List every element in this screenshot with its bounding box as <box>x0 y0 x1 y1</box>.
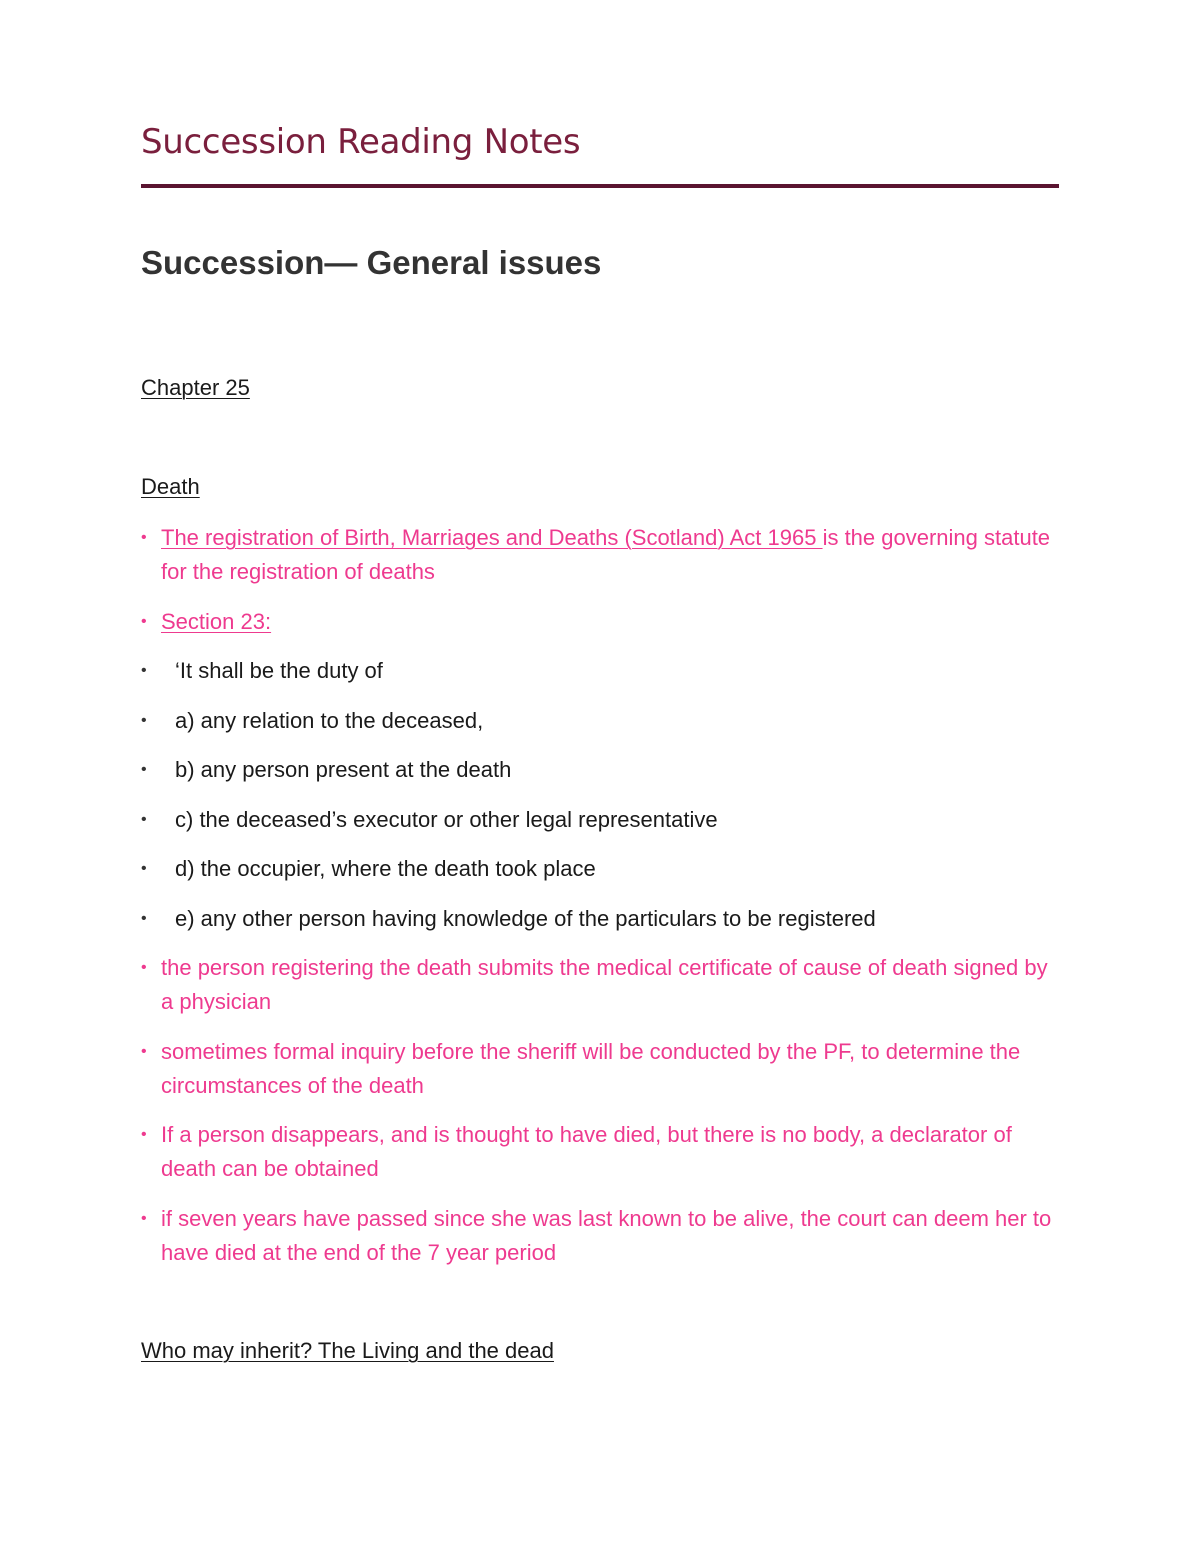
item-a-text: a) any relation to the deceased, <box>175 707 484 733</box>
seven-years-text: if seven years have passed since she was last known to be alive, the court can deem her to have died at the end of the 7 year period <box>161 1205 1052 1265</box>
bullet-icon: • <box>141 662 147 679</box>
bullet-icon: • <box>141 810 147 828</box>
act-1965-link[interactable]: The registration of Birth, Marriages and Deaths (Scotland) Act 1965 <box>161 525 823 550</box>
document-title: Succession Reading Notes <box>141 122 581 162</box>
note-act-1965 <box>141 521 1059 589</box>
note-item-c <box>141 803 1059 837</box>
bullet-icon: • <box>141 612 147 630</box>
duty-text: ‘It shall be the duty of <box>175 658 383 683</box>
chapter-heading: Chapter 25 <box>141 375 250 400</box>
bullet-icon: • <box>141 909 147 927</box>
note-formal-inquiry <box>141 1035 1059 1103</box>
who-may-inherit-heading: Who may inherit? The Living and the dead <box>141 1338 554 1363</box>
note-item-a <box>141 704 1059 738</box>
act-1965-text: is the governing statute for the registration of deaths <box>161 525 1051 584</box>
bullet-icon: • <box>141 1209 147 1227</box>
note-seven-years <box>141 1202 1059 1270</box>
bullet-icon: • <box>141 959 147 976</box>
item-c-text: c) the deceased’s executor or other legal representative <box>175 806 718 832</box>
item-e-text: e) any other person having knowledge of the particulars to be registered <box>175 905 876 931</box>
bullet-icon: • <box>141 1042 147 1060</box>
section-23-link[interactable]: Section 23: <box>161 608 272 634</box>
item-b-text: b) any person present at the death <box>175 757 512 782</box>
note-item-b <box>141 753 1059 787</box>
disappearance-text: If a person disappears, and is thought to have died, but there is no body, a declarator of death can be obtained <box>161 1122 1012 1181</box>
medical-certificate-text: the person registering the death submits the medical certificate of cause of death signed by a physician <box>161 955 1048 1014</box>
title-divider <box>141 184 1059 188</box>
bullet-icon: • <box>141 860 147 877</box>
bullet-icon: • <box>141 711 147 729</box>
bullet-icon: • <box>141 529 147 546</box>
formal-inquiry-text: sometimes formal inquiry before the sheriff will be conducted by the PF, to determine the circumstances of the death <box>161 1038 1021 1098</box>
note-medical-certificate <box>141 951 1059 1019</box>
item-d-text: d) the occupier, where the death took place <box>175 856 596 881</box>
death-notes-list <box>141 521 1059 1285</box>
note-section-23 <box>141 605 1059 639</box>
note-duty <box>141 654 1059 688</box>
note-disappearance <box>141 1118 1059 1186</box>
bullet-icon: • <box>141 761 147 778</box>
note-item-e <box>141 902 1059 936</box>
death-heading: Death <box>141 474 200 499</box>
bullet-icon: • <box>141 1126 147 1143</box>
section-heading: Succession— General issues <box>141 244 602 281</box>
note-item-d <box>141 852 1059 886</box>
